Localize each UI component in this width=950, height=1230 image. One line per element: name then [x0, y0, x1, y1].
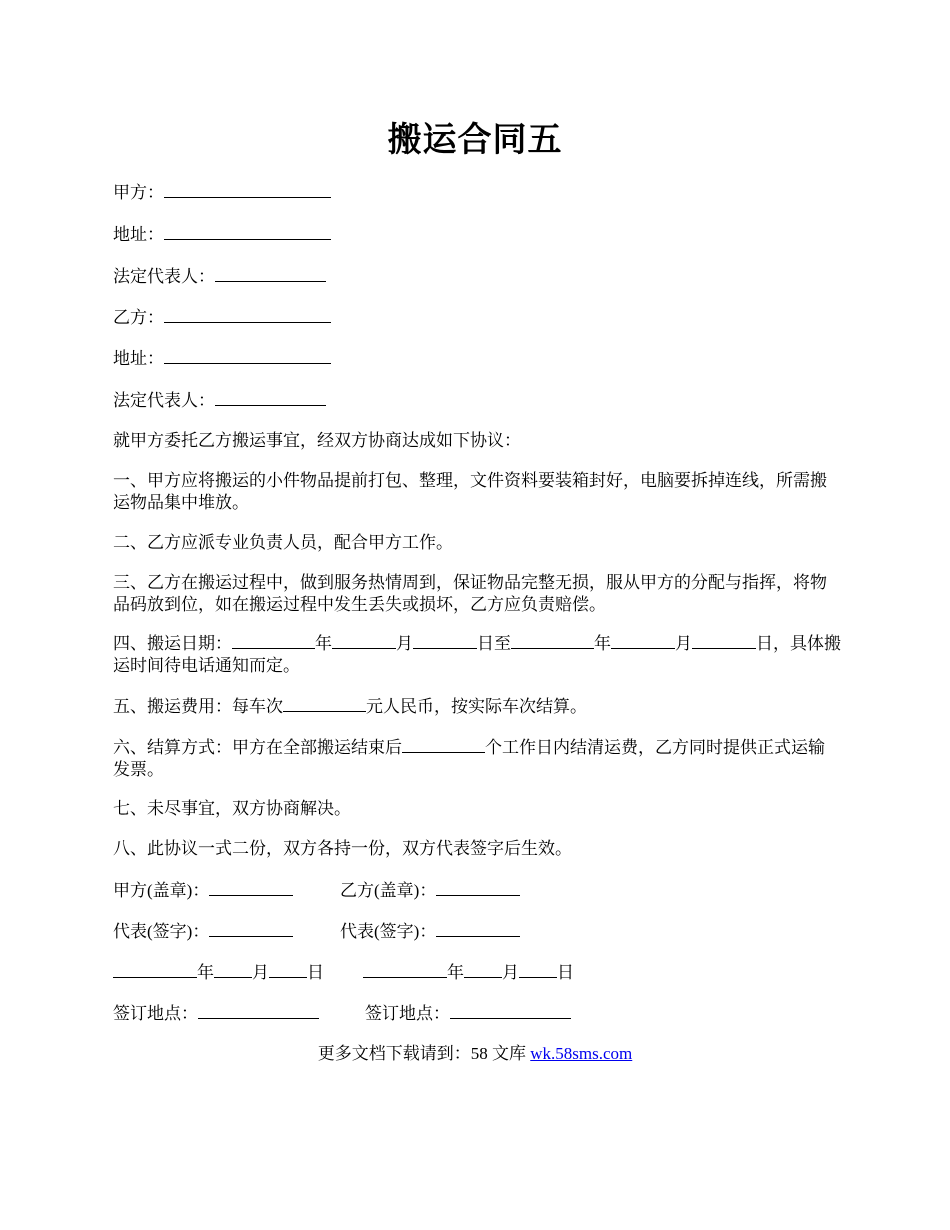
- party-a-address-label: 地址：: [113, 225, 164, 244]
- start-year-blank[interactable]: [232, 632, 315, 649]
- party-a-blank[interactable]: [164, 181, 331, 198]
- clause-5: [113, 695, 587, 718]
- party-a-place-blank[interactable]: [198, 1002, 319, 1019]
- party-a-sign-blank[interactable]: [209, 920, 293, 937]
- party-b-sign-blank[interactable]: [436, 920, 520, 937]
- signature-place-row: [113, 1002, 450, 1025]
- footer-link[interactable]: wk.58sms.com: [530, 1044, 633, 1063]
- intro-text: 就甲方委托乙方搬运事宜，经双方协商达成如下协议：: [113, 431, 521, 450]
- party-a-rep-line: [113, 265, 326, 288]
- clause-4-year-2: 年: [594, 634, 611, 653]
- clause-4-day-to: 日至: [477, 634, 511, 653]
- clause-3: 三、乙方在搬运过程中，做到服务热情周到，保证物品完整无损，服从甲方的分配与指挥，将物品码放到位，如在搬运过程中发生丢失或损坏，乙方应负责赔偿。: [113, 573, 827, 614]
- party-b-line: [113, 306, 331, 329]
- party-b-seal-blank[interactable]: [436, 879, 520, 896]
- footer: [0, 1043, 950, 1065]
- start-day-blank[interactable]: [413, 632, 477, 649]
- clause-6-suffix: 个工作日内结清运费，乙方同时提供正式运输发票。: [113, 738, 825, 779]
- clause-4-month-2: 月: [675, 634, 692, 653]
- party-b-rep-blank[interactable]: [215, 389, 326, 406]
- clause-2: 二、乙方应派专业负责人员，配合甲方工作。: [113, 533, 453, 552]
- clause-7: 七、未尽事宜，双方协商解决。: [113, 799, 351, 818]
- party-b-address-blank[interactable]: [164, 347, 331, 364]
- settlement-days-blank[interactable]: [402, 736, 485, 753]
- party-b-rep-label: 法定代表人：: [113, 391, 215, 410]
- party-a-seal-blank[interactable]: [209, 879, 293, 896]
- party-b-month-blank[interactable]: [464, 961, 502, 978]
- signature-rep-row: [113, 920, 437, 943]
- party-b-day-label: 日: [557, 963, 574, 982]
- party-b-sign-label: 代表(签字)：: [340, 922, 437, 941]
- party-a-rep-label: 法定代表人：: [113, 267, 215, 286]
- party-a-month-label: 月: [252, 963, 269, 982]
- party-b-label: 乙方：: [113, 308, 164, 327]
- end-month-blank[interactable]: [611, 632, 675, 649]
- party-a-day-blank[interactable]: [269, 961, 307, 978]
- clause-5-suffix: 元人民币，按实际车次结算。: [366, 697, 587, 716]
- clause-6: [113, 736, 833, 781]
- party-a-month-blank[interactable]: [214, 961, 252, 978]
- document-title: 搬运合同五: [387, 120, 563, 160]
- party-a-line: [113, 181, 331, 204]
- clause-4-year: 年: [315, 634, 332, 653]
- party-b-address-line: [113, 347, 331, 370]
- signature-date-row: [113, 961, 574, 984]
- party-a-day-label: 日: [307, 963, 324, 982]
- clause-8: 八、此协议一式二份，双方各持一份，双方代表签字后生效。: [113, 839, 572, 858]
- clause-1: 一、甲方应将搬运的小件物品提前打包、整理，文件资料要装箱封好，电脑要拆掉连线，所需搬运物品集中堆放。: [113, 471, 827, 512]
- party-b-day-blank[interactable]: [519, 961, 557, 978]
- signature-seal-row: [113, 879, 437, 902]
- end-year-blank[interactable]: [511, 632, 594, 649]
- clause-5-prefix: 五、搬运费用：每车次: [113, 697, 283, 716]
- party-a-seal-label: 甲方(盖章)：: [113, 881, 210, 900]
- clause-4-suffix: 日，具体搬运时间待电话通知而定。: [113, 634, 841, 675]
- party-a-sign-label: 代表(签字)：: [113, 922, 210, 941]
- end-day-blank[interactable]: [692, 632, 756, 649]
- party-b-blank[interactable]: [164, 306, 331, 323]
- party-b-rep-line: [113, 389, 326, 412]
- party-a-rep-blank[interactable]: [215, 265, 326, 282]
- party-b-place-blank[interactable]: [450, 1002, 571, 1019]
- clause-4-prefix: 四、搬运日期：: [113, 634, 232, 653]
- party-b-address-label: 地址：: [113, 349, 164, 368]
- party-a-year-label: 年: [197, 963, 214, 982]
- party-a-address-line: [113, 223, 331, 246]
- footer-text: 更多文档下载请到：58 文库: [317, 1044, 531, 1063]
- party-b-year-blank[interactable]: [363, 961, 447, 978]
- clause-4: [113, 632, 843, 677]
- party-b-month-label: 月: [502, 963, 519, 982]
- clause-4-month: 月: [396, 634, 413, 653]
- party-b-seal-label: 乙方(盖章)：: [340, 881, 437, 900]
- party-b-year-label: 年: [447, 963, 464, 982]
- clause-6-prefix: 六、结算方式：甲方在全部搬运结束后: [113, 738, 402, 757]
- start-month-blank[interactable]: [332, 632, 396, 649]
- party-a-place-label: 签订地点：: [113, 1004, 198, 1023]
- party-b-place-label: 签订地点：: [365, 1004, 450, 1023]
- party-a-address-blank[interactable]: [164, 223, 331, 240]
- fee-per-trip-blank[interactable]: [283, 695, 366, 712]
- party-a-label: 甲方：: [113, 183, 164, 202]
- party-a-year-blank[interactable]: [113, 961, 197, 978]
